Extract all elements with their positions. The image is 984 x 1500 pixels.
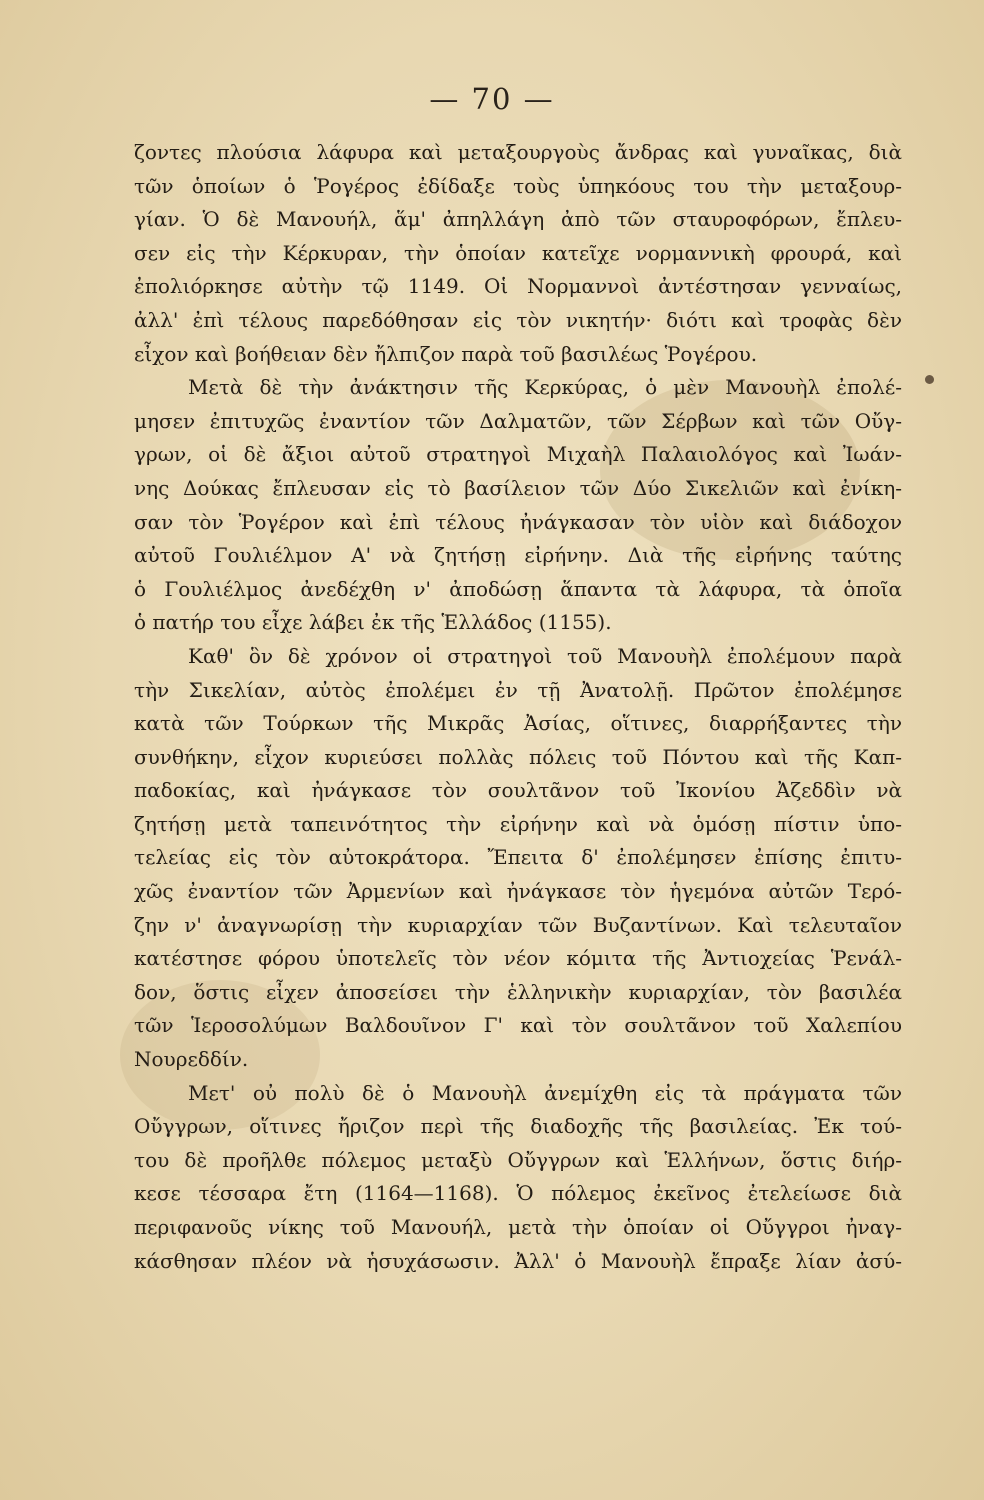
paragraph-4 <box>134 1077 902 1279</box>
text-line: κατέστησε φόρου ὑποτελεῖς τὸν νέον κόμιτα τῆς Ἀντιοχείας Ῥενάλ- <box>134 946 902 971</box>
text-line: μησεν ἐπιτυχῶς ἐναντίον τῶν Δαλματῶν, τῶν Σέρβων καὶ τῶν Οὔγ- <box>134 408 902 433</box>
text-line: νης Δούκας ἔπλευσαν εἰς τὸ βασίλειον τῶν Δύο Σικελιῶν καὶ ἐνίκη- <box>134 475 902 500</box>
text-line: ἀλλ' ἐπὶ τέλους παρεδόθησαν εἰς τὸν νικητήν· διότι καὶ τροφὰς δὲν <box>134 307 902 332</box>
text-line: Οὔγγρων, οἵτινες ἤριζον περὶ τῆς διαδοχῆς τῆς βασιλείας. Ἐκ τού- <box>134 1114 902 1139</box>
text-line: Νουρεδδίν. <box>134 1047 249 1072</box>
text-line: χῶς ἐναντίον τῶν Ἀρμενίων καὶ ἠνάγκασε τὸν ἡγεμόνα αὐτῶν Τερό- <box>134 879 902 904</box>
text-line: ὁ πατήρ του εἶχε λάβει ἐκ τῆς Ἑλλάδος (1155). <box>134 610 612 635</box>
paragraph-1 <box>134 136 902 371</box>
text-line: Καθ' ὃν δὲ χρόνον οἱ στρατηγοὶ τοῦ Μανουὴλ ἐπολέμουν παρὰ <box>188 643 902 668</box>
text-line: ἐπολιόρκησε αὐτὴν τῷ 1149. Οἱ Νορμαννοὶ ἀντέστησαν γενναίως, <box>134 274 902 299</box>
paragraph-2 <box>134 371 902 640</box>
text-line: περιφανοῦς νίκης τοῦ Μανουήλ, μετὰ τὴν ὁποίαν οἱ Οὔγγροι ἠναγ- <box>134 1215 902 1239</box>
text-line: συνθήκην, εἶχον κυριεύσει πολλὰς πόλεις τοῦ Πόντου καὶ τῆς Καπ- <box>134 744 902 769</box>
text-line: κατὰ τῶν Τούρκων τῆς Μικρᾶς Ἀσίας, οἵτινες, διαρρήξαντες τὴν <box>134 711 902 736</box>
text-line: τὴν Σικελίαν, αὐτὸς ἐπολέμει ἐν τῇ Ἀνατολῇ. Πρῶτον ἐπολέμησε <box>134 677 902 702</box>
text-line: ζοντες πλούσια λάφυρα καὶ μεταξουργοὺς ἄνδρας καὶ γυναῖκας, διὰ <box>134 140 902 164</box>
text-line: τῶν Ἱεροσολύμων Βαλδουῖνον Γ' καὶ τὸν σουλτᾶνον τοῦ Χαλεπίου <box>134 1013 902 1038</box>
page-number: — 70 — <box>429 82 555 116</box>
text-line: ὁ Γουλιέλμος ἀνεδέχθη ν' ἀποδώσῃ ἅπαντα τὰ λάφυρα, τὰ ὁποῖα <box>134 576 902 601</box>
body-text <box>134 136 902 1278</box>
text-line: τελείας εἰς τὸν αὐτοκράτορα. Ἔπειτα δ' ἐπολέμησεν ἐπίσης ἐπιτυ- <box>134 845 902 870</box>
text-line: παδοκίας, καὶ ἠνάγκασε τὸν σουλτᾶνον τοῦ Ἰκονίου Ἀζεδδὶν νὰ <box>134 778 902 803</box>
text-line: τῶν ὁποίων ὁ Ῥογέρος ἐδίδαξε τοὺς ὑπηκόους του τὴν μεταξουρ- <box>134 173 902 198</box>
text-line: κάσθησαν πλέον νὰ ἡσυχάσωσιν. Ἀλλ' ὁ Μανουὴλ ἔπραξε λίαν ἀσύ- <box>134 1248 902 1273</box>
text-line: γρων, οἱ δὲ ἄξιοι αὐτοῦ στρατηγοὶ Μιχαὴλ Παλαιολόγος καὶ Ἰωάν- <box>134 442 902 467</box>
text-line: εἶχον καὶ βοήθειαν δὲν ἤλπιζον παρὰ τοῦ βασιλέως Ῥογέρου. <box>134 341 758 366</box>
text-line: σεν εἰς τὴν Κέρκυραν, τὴν ὁποίαν κατεῖχε νορμαννικὴ φρουρά, καὶ <box>134 240 902 265</box>
paragraph-3 <box>134 640 902 1077</box>
text-line: κεσε τέσσαρα ἔτη (1164—1168). Ὁ πόλεμος ἐκεῖνος ἐτελείωσε διὰ <box>134 1181 902 1206</box>
text-line: ζητήσῃ μετὰ ταπεινότητος τὴν εἰρήνην καὶ νὰ ὁμόσῃ πίστιν ὑπο- <box>134 811 902 836</box>
text-line: Μετ' οὐ πολὺ δὲ ὁ Μανουὴλ ἀνεμίχθη εἰς τὰ πράγματα τῶν <box>188 1080 902 1105</box>
ink-spot <box>925 375 934 384</box>
text-line: δον, ὅστις εἶχεν ἀποσείσει τὴν ἑλληνικὴν κυριαρχίαν, τὸν βασιλέα <box>134 979 902 1004</box>
text-line: σαν τὸν Ῥογέρον καὶ ἐπὶ τέλους ἠνάγκασαν τὸν υἱὸν καὶ διάδοχον <box>134 509 902 534</box>
text-line: αὐτοῦ Γουλιέλμον Α' νὰ ζητήσῃ εἰρήνην. Διὰ τῆς εἰρήνης ταύτης <box>134 543 902 568</box>
text-line: γίαν. Ὁ δὲ Μανουήλ, ἅμ' ἀπηλλάγη ἀπὸ τῶν σταυροφόρων, ἔπλευ- <box>134 207 902 232</box>
text-line: του δὲ προῆλθε πόλεμος μεταξὺ Οὔγγρων καὶ Ἑλλήνων, ὅστις διήρ- <box>134 1147 902 1172</box>
text-line: ζην ν' ἀναγνωρίσῃ τὴν κυριαρχίαν τῶν Βυζαντίνων. Καὶ τελευταῖον <box>134 912 902 937</box>
text-line: Μετὰ δὲ τὴν ἀνάκτησιν τῆς Κερκύρας, ὁ μὲν Μανουὴλ ἐπολέ- <box>188 375 902 400</box>
